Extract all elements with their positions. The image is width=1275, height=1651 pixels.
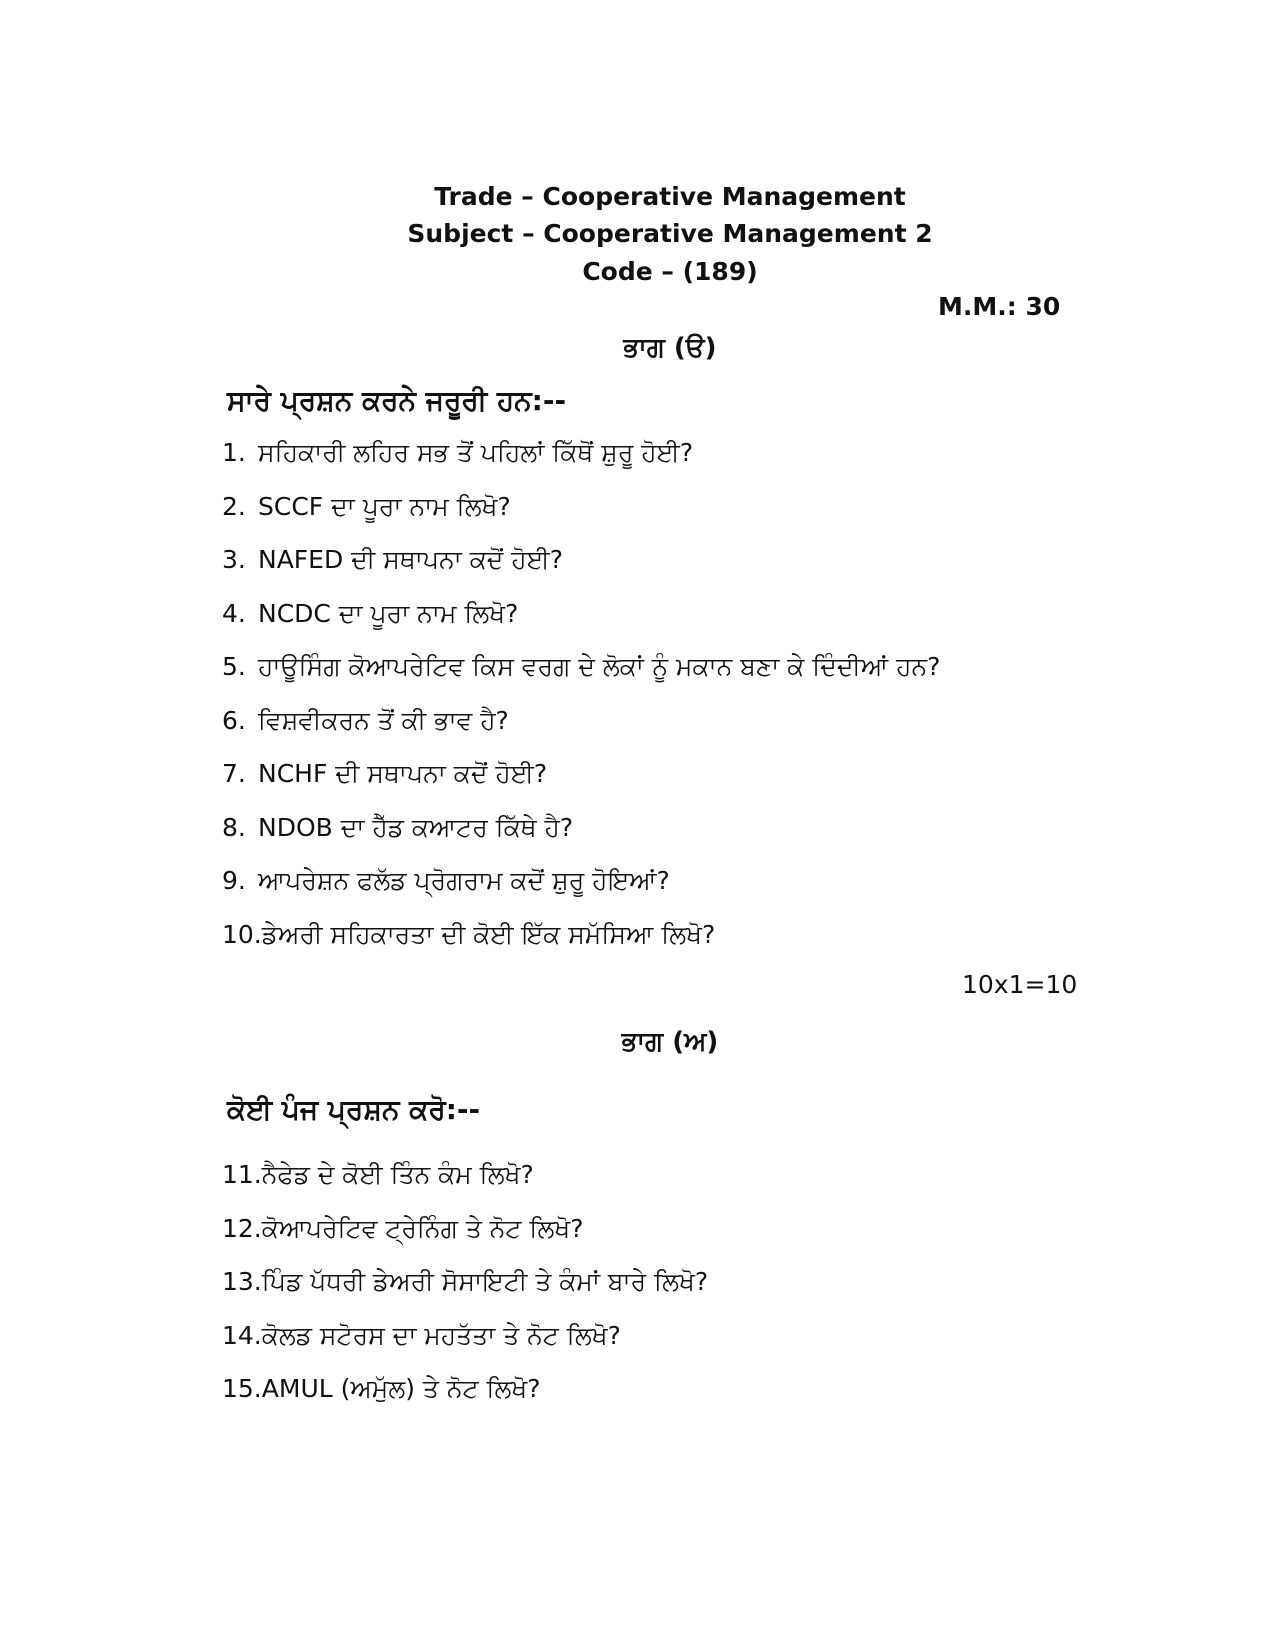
part-a-score: 10x1=10: [962, 970, 1078, 999]
question-4: [222, 599, 518, 629]
question-text: NDOB ਦਾ ਹੈੱਡ ਕਆਟਰ ਕਿੱਥੇ ਹੈ?: [258, 813, 574, 842]
question-number: 5.: [222, 652, 246, 681]
question-number: 9.: [222, 866, 246, 895]
question-number: 3.: [222, 545, 246, 574]
code-title: Code – (189): [582, 257, 758, 286]
question-number: 12.: [222, 1214, 262, 1243]
question-number: 10.: [222, 920, 262, 949]
question-12: [222, 1214, 583, 1244]
question-text: NCDC ਦਾ ਪੂਰਾ ਨਾਮ ਲਿਖੋ?: [258, 599, 519, 628]
question-11: [222, 1160, 534, 1190]
question-text: SCCF ਦਾ ਪੂਰਾ ਨਾਮ ਲਿਖੋ?: [258, 492, 511, 521]
question-text: ਕੋਲਡ ਸਟੋਰਸ ਦਾ ਮਹਤੱਤਾ ਤੇ ਨੋਟ ਲਿਖੋ?: [261, 1321, 621, 1350]
question-number: 2.: [222, 492, 246, 521]
subject-title: Subject – Cooperative Management 2: [407, 219, 933, 248]
question-3: [222, 545, 563, 575]
question-text: ਪਿੰਡ ਪੱਧਰੀ ਡੇਅਰੀ ਸੋਸਾਇਟੀ ਤੇ ਕੰਮਾਂ ਬਾਰੇ ਲਿਖੋ?: [261, 1267, 709, 1296]
question-number: 13.: [222, 1267, 262, 1296]
trade-title: Trade – Cooperative Management: [434, 182, 906, 211]
question-text: ਹਾਊਸਿੰਗ ਕੋਆਪਰੇਟਿਵ ਕਿਸ ਵਰਗ ਦੇ ਲੋਕਾਂ ਨੂੰ ਮਕਾਨ ਬਣਾ ਕੇ ਦਿੰਦੀਆਂ ਹਨ?: [258, 652, 941, 681]
question-number: 15.: [222, 1374, 262, 1403]
question-number: 6.: [222, 706, 246, 735]
question-text: ਡੇਅਰੀ ਸਹਿਕਾਰਤਾ ਦੀ ਕੋਈ ਇੱਕ ਸਮੱਸਿਆ ਲਿਖੋ?: [261, 920, 716, 949]
question-text: NAFED ਦੀ ਸਥਾਪਨਾ ਕਦੋਂ ਹੋਈ?: [258, 545, 564, 574]
question-13: [222, 1267, 708, 1297]
question-6: [222, 706, 509, 736]
question-text: ਆਪਰੇਸ਼ਨ ਫਲੱਡ ਪ੍ਰੋਗਰਾਮ ਕਦੋਂ ਸ਼ੁਰੂ ਹੋਇਆਂ?: [258, 866, 670, 895]
question-1: [222, 438, 693, 468]
question-2: [222, 492, 511, 522]
question-number: 4.: [222, 599, 246, 628]
question-text: ਵਿਸ਼ਵੀਕਰਨ ਤੋਂ ਕੀ ਭਾਵ ਹੈ?: [258, 706, 509, 735]
question-10: [222, 920, 715, 950]
question-number: 8.: [222, 813, 246, 842]
part-a-instruction: ਸਾਰੇ ਪ੍ਰਸ਼ਨ ਕਰਨੇ ਜਰੂਰੀ ਹਨ:--: [227, 384, 567, 417]
question-number: 14.: [222, 1321, 262, 1350]
question-text: NCHF ਦੀ ਸਥਾਪਨਾ ਕਦੋਂ ਹੋਈ?: [258, 759, 548, 788]
question-number: 7.: [222, 759, 246, 788]
part-b-title: ਭਾਗ (ਅ): [621, 1027, 719, 1057]
question-text: ਨੈਫੇਡ ਦੇ ਕੋਈ ਤਿੰਨ ਕੰਮ ਲਿਖੋ?: [261, 1160, 534, 1189]
question-8: [222, 813, 573, 843]
question-number: 11.: [222, 1160, 262, 1189]
part-b-instruction: ਕੋਈ ਪੰਜ ਪ੍ਰਸ਼ਨ ਕਰੋ:--: [227, 1093, 481, 1126]
question-15: [222, 1374, 541, 1404]
question-text: ਸਹਿਕਾਰੀ ਲਹਿਰ ਸਭ ਤੋਂ ਪਹਿਲਾਂ ਕਿੱਥੋਂ ਸ਼ੁਰੂ ਹੋਈ?: [258, 438, 694, 467]
question-7: [222, 759, 547, 789]
question-9: [222, 866, 670, 896]
question-text: ਕੋਆਪਰੇਟਿਵ ਟ੍ਰੇਨਿੰਗ ਤੇ ਨੋਟ ਲਿਖੋ?: [261, 1214, 584, 1243]
question-text: AMUL (ਅਮੁੱਲ) ਤੇ ਨੋਟ ਲਿਖੋ?: [261, 1374, 541, 1403]
question-14: [222, 1321, 621, 1351]
part-a-title: ਭਾਗ (ੳ): [623, 333, 717, 363]
max-marks: M.M.: 30: [938, 292, 1061, 321]
question-5: [222, 652, 940, 682]
question-number: 1.: [222, 438, 246, 467]
